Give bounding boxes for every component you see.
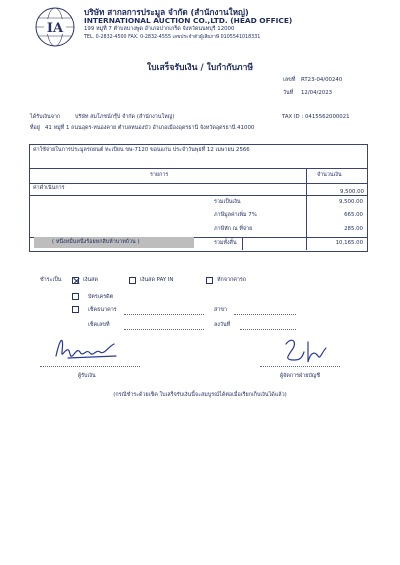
cash-label: เงินสด bbox=[83, 277, 98, 283]
footer-note: (กรณีชำระด้วยเช็ค ใบเสร็จรับเงินนี้จะสมบูรณ์ได้ต่อเมื่อเรียกเก็บเงินได้แล้ว) bbox=[113, 392, 287, 398]
item-description: ค่าดำเนินการ bbox=[33, 185, 65, 191]
amount-in-words: ( หนึ่งหมื่นหนึ่งร้อยหกสิบห้าบาทถ้วน ) bbox=[52, 239, 140, 245]
branch-label: สาขา bbox=[214, 307, 228, 313]
credit-card-checkbox[interactable] bbox=[72, 293, 79, 300]
description-line: ค่าใช้จ่ายในการประมูลรถยนต์ ทะเบียน ขษ-7120 ขอนแก่น ประจำวันพุธที่ 12 เมษายน 2566 bbox=[33, 147, 250, 153]
received-from-label: ได้รับเงินจาก bbox=[30, 114, 61, 120]
credit-card-label: บัตรเครดิต bbox=[88, 294, 114, 300]
company-name-en: INTERNATIONAL AUCTION CO.,LTD. (HEAD OFFICE) bbox=[84, 16, 293, 25]
cheque-checkbox[interactable] bbox=[72, 306, 79, 313]
receiver-signature bbox=[50, 332, 125, 370]
deduct-checkbox[interactable] bbox=[206, 277, 213, 284]
vat-label: ภาษีมูลค่าเพิ่ม 7% bbox=[214, 212, 257, 218]
col-item-header: รายการ bbox=[150, 172, 169, 178]
tax-id-label: TAX ID : bbox=[282, 114, 304, 120]
document-title: ใบเสร็จรับเงิน / ใบกำกับภาษี bbox=[146, 63, 254, 73]
withholding-amount: 285.00 bbox=[344, 226, 363, 232]
company-name-th: บริษัท สากลการประมูล จำกัด (สำนักงานใหญ่) bbox=[84, 7, 249, 17]
customer-name: บริษัท สมโภชน์กรุ๊ป จำกัด (สำนักงานใหญ่) bbox=[75, 114, 175, 120]
doc-number: RT23-04/00240 bbox=[301, 77, 343, 83]
receiver-label: ผู้รับเงิน bbox=[78, 373, 96, 379]
deduct-label: หักจากค่ารถ bbox=[217, 277, 247, 283]
vat-amount: 665.00 bbox=[344, 212, 363, 218]
subtotal-amount: 9,500.00 bbox=[338, 199, 363, 205]
company-address: 199 หมู่ที่ 7 ตำบลบางพูด อำเภอปากเกร็ด จังหวัดนนทบุรี 12000 bbox=[84, 26, 235, 32]
grand-total-amount: 10,165.00 bbox=[335, 240, 363, 246]
doc-date-label: วันที่ bbox=[283, 90, 294, 96]
col-amount-header: จำนวนเงิน bbox=[317, 172, 342, 178]
cheque-bank-label: เช็คธนาคาร bbox=[88, 307, 117, 313]
company-logo bbox=[34, 6, 76, 48]
tax-id: 0415562000021 bbox=[305, 114, 350, 120]
receipt-table bbox=[29, 144, 368, 252]
customer-address: 41 หมู่ที่ 1 ถนนอุดร-หนองคาย ตำบลหนองบัว อำเภอเมืองอุดรธานี จังหวัดอุดรธานี 41000 bbox=[45, 125, 255, 131]
item-amount: 9,500.00 bbox=[339, 189, 364, 195]
pay-in-label: เงินสด PAY IN bbox=[140, 277, 174, 283]
cheque-date-label: ลงวันที่ bbox=[214, 322, 231, 328]
address-label: ที่อยู่ bbox=[30, 125, 40, 131]
subtotal-label: รวมเป็นเงิน bbox=[214, 199, 241, 205]
cash-checkbox[interactable] bbox=[72, 277, 79, 284]
withholding-label: ภาษีหัก ณ ที่จ่าย bbox=[214, 226, 253, 232]
grand-total-label: รวมทั้งสิ้น bbox=[214, 240, 237, 246]
company-contact: TEL. 0-2832-4500 FAX. 0-2832-4555 เลขประจำตัวผู้เสียภาษี 0105541018331 bbox=[84, 35, 261, 40]
logo-text: IA bbox=[46, 21, 64, 36]
doc-date: 12/04/2023 bbox=[301, 90, 333, 96]
cheque-no-label: เช็คเลขที่ bbox=[88, 322, 110, 328]
authorized-label: ผู้จัดการฝ่ายบัญชี bbox=[280, 373, 321, 379]
pay-in-checkbox[interactable] bbox=[129, 277, 136, 284]
payment-label: ชำระเป็น bbox=[40, 277, 62, 283]
doc-number-label: เลขที่ bbox=[283, 77, 296, 83]
